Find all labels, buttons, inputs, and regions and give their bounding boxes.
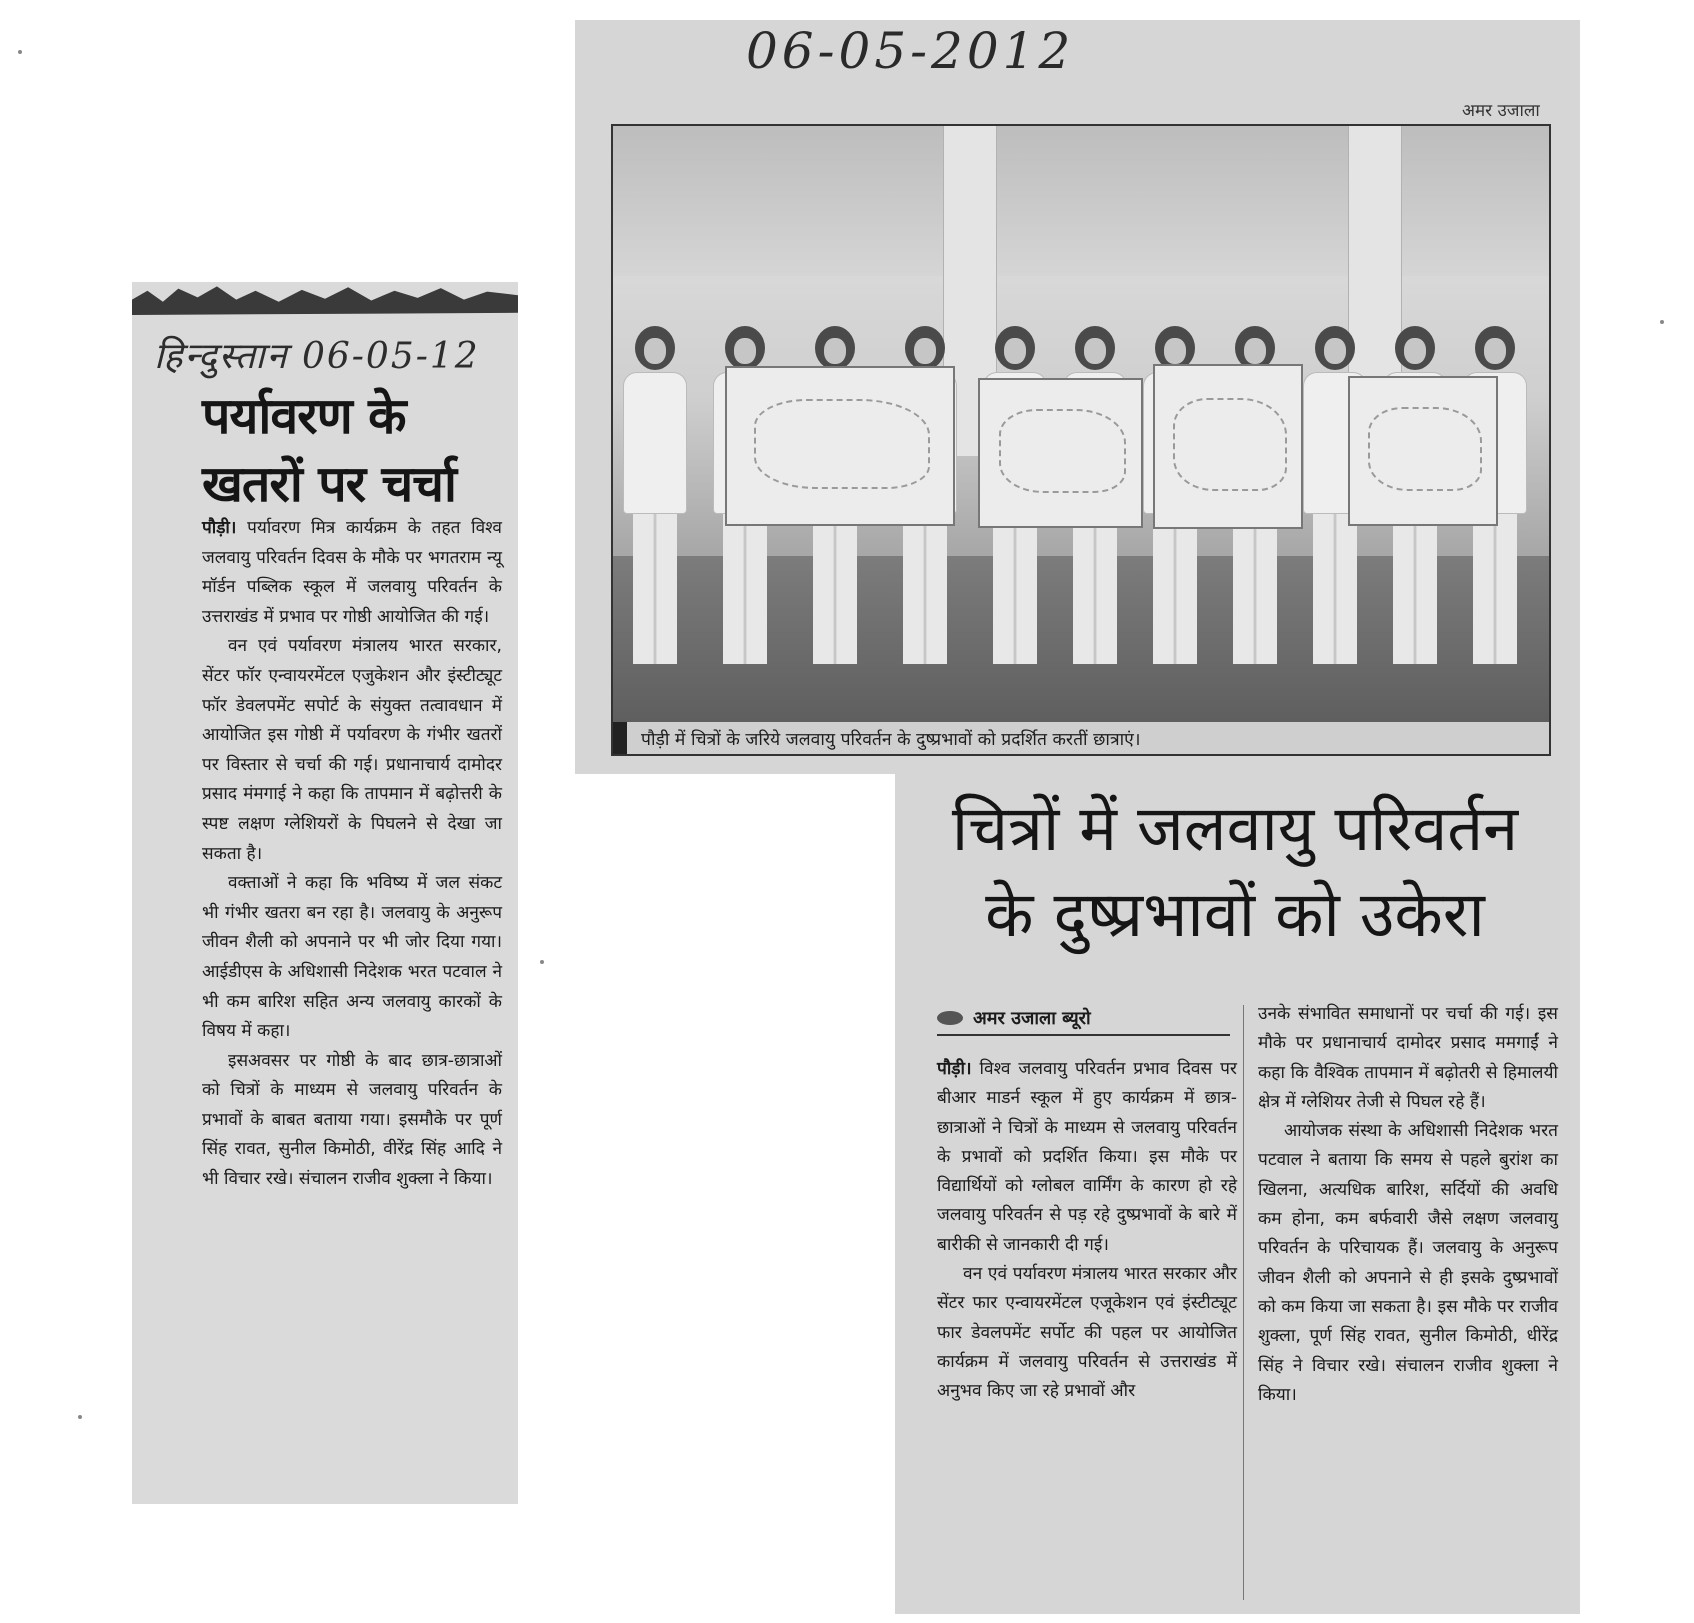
- right-paragraph-text: विश्व जलवायु परिवर्तन प्रभाव दिवस पर बीआर माडर्न स्कूल में हुए कार्यक्रम में छात्र-छात्राओं ने चित्रों के माध्यम से जलवायु परिवर्तन के प्रभावों को प्रदर्शित किया। इस मौके पर विद्यार्थियों को ग्लोबल वार्मिंग के कारण हो रहे जलवायु परिवर्तन से पड़ रहे दुष्प्रभावों के बारे में बारीकी से जानकारी दी गई।: [937, 1059, 1237, 1255]
- left-headline: [202, 382, 502, 518]
- photo-caption-bar: [611, 722, 1551, 756]
- left-paragraph: [202, 514, 502, 632]
- column-rule: [1243, 1005, 1244, 1600]
- left-headline-line1: पर्यावरण के: [202, 387, 406, 445]
- torn-edge: [132, 282, 518, 326]
- student-poster: [1153, 364, 1303, 529]
- byline: [937, 1002, 1230, 1036]
- left-paragraph-text: पर्यावरण मित्र कार्यक्रम के तहत विश्व जलवायु परिवर्तन दिवस के मौके पर भगतराम न्यू मॉर्डन पब्लिक स्कूल में जलवायु परिवर्तन के उत्तराखंड में प्रभाव पर गोष्ठी आयोजित की गई।: [202, 518, 502, 627]
- right-paragraph: आयोजक संस्था के अधिशासी निदेशक भरत पटवाल ने बताया कि समय से पहले बुरांश का खिलना, अत्यधिक बारिश, सर्दियों की अवधि कम होना, कम बर्फवारी जैसे लक्षण जलवायु परिवर्तन के परिचायक हैं। जलवायु के अनुरूप जीवन शैली को अपनाने से ही इसके दुष्प्रभावों को कम किया जा सकता है। इस मौके पर राजीव शुक्ला, पूर्ण सिंह रावत, सुनील किमोठी, धीरेंद्र सिंह ने विचार रखे। संचालन राजीव शुक्ला ने किया।: [1258, 1121, 1558, 1405]
- left-article-body: [202, 514, 502, 1195]
- photo-caption: पौड़ी में चित्रों के जरिये जलवायु परिवर्तन के दुष्प्रभावों को प्रदर्शित करतीं छात्राएं।: [641, 730, 1141, 750]
- right-headline-line2: के दुष्प्रभावों को उकेरा: [985, 878, 1485, 951]
- student-poster: [978, 378, 1143, 528]
- photo-ceiling: [613, 126, 1549, 276]
- right-article-column-2: [1258, 1000, 1558, 1410]
- left-paragraph: इसअवसर पर गोष्ठी के बाद छात्र-छात्राओं को चित्रों के माध्यम से जलवायु परिवर्तन के प्रभावों के बाबत बताया गया। इसमौके पर पूर्ण सिंह रावत, सुनील किमोठी, वीरेंद्र सिंह आदि ने भी विचार रखे। संचालन राजीव शुक्ला ने किया।: [202, 1050, 502, 1190]
- left-headline-line2: खतरों पर चर्चा: [202, 455, 456, 513]
- student-poster: [725, 366, 955, 526]
- photo-student: [623, 326, 687, 664]
- scan-speck: [1660, 320, 1664, 324]
- handwritten-source-label: हिन्दुस्तान 06-05-12: [154, 336, 480, 377]
- newspaper-source-tag: अमर उजाला: [1462, 101, 1540, 121]
- scan-speck: [540, 960, 544, 964]
- student-poster: [1348, 376, 1498, 526]
- right-paragraph: उनके संभावित समाधानों पर चर्चा की गई। इस मौके पर प्रधानाचार्य दामोदर प्रसाद ममगाईं ने कहा कि वैश्विक तापमान में बढ़ोतरी से हिमालयी क्षेत्र में ग्लेशियर तेजी से पिघल रहे हैं।: [1258, 1004, 1558, 1112]
- right-dateline: पौड़ी।: [937, 1059, 972, 1079]
- handwritten-date: 06-05-2012: [746, 22, 1075, 80]
- right-paragraph: वन एवं पर्यावरण मंत्रालय भारत सरकार और सेंटर फार एन्वायरमेंटल एजूकेशन एवं इंस्टीट्यूट फार डेवलपमेंट सर्पोट की पहल पर आयोजित कार्यक्रम में जलवायु परिवर्तन से उत्तराखंड में अनुभव किए जा रहे प्रभावों और: [937, 1264, 1237, 1402]
- news-photo: [611, 124, 1551, 728]
- right-article-column-1: [937, 1055, 1237, 1407]
- right-headline: [905, 786, 1565, 958]
- right-paragraph: [937, 1055, 1237, 1260]
- left-dateline: पौड़ी।: [202, 518, 237, 538]
- bullet-icon: [937, 1011, 963, 1025]
- scan-speck: [18, 50, 22, 54]
- scan-speck: [78, 1415, 82, 1419]
- left-paragraph: वक्ताओं ने कहा कि भविष्य में जल संकट भी गंभीर खतरा बन रहा है। जलवायु के अनुरूप जीवन शैली को अपनाने पर भी जोर दिया गया। आईडीएस के अधिशासी निदेशक भरत पटवाल ने भी कम बारिश सहित अन्य जलवायु कारकों के विषय में कहा।: [202, 873, 502, 1042]
- caption-stripe: [613, 722, 627, 754]
- right-headline-line1: चित्रों में जलवायु परिवर्तन: [951, 792, 1519, 865]
- left-paragraph: वन एवं पर्यावरण मंत्रालय भारत सरकार, सेंटर फॉर एन्वायरमेंटल एजुकेशन और इंस्टीट्यूट फॉर डेवलपमेंट सपोर्ट के संयुक्त तत्वावधान में आयोजित इस गोष्ठी में पर्यावरण के गंभीर खतरों पर विस्तार से चर्चा की गई। प्रधानाचार्य दामोदर प्रसाद मंमगाई ने कहा कि तापमान में बढ़ोत्तरी के स्पष्ट लक्षण ग्लेशियरों के पिघलने से देखा जा सकता है।: [202, 636, 502, 864]
- hindustan-clipping: [132, 282, 518, 1504]
- byline-text: अमर उजाला ब्यूरो: [973, 1008, 1091, 1029]
